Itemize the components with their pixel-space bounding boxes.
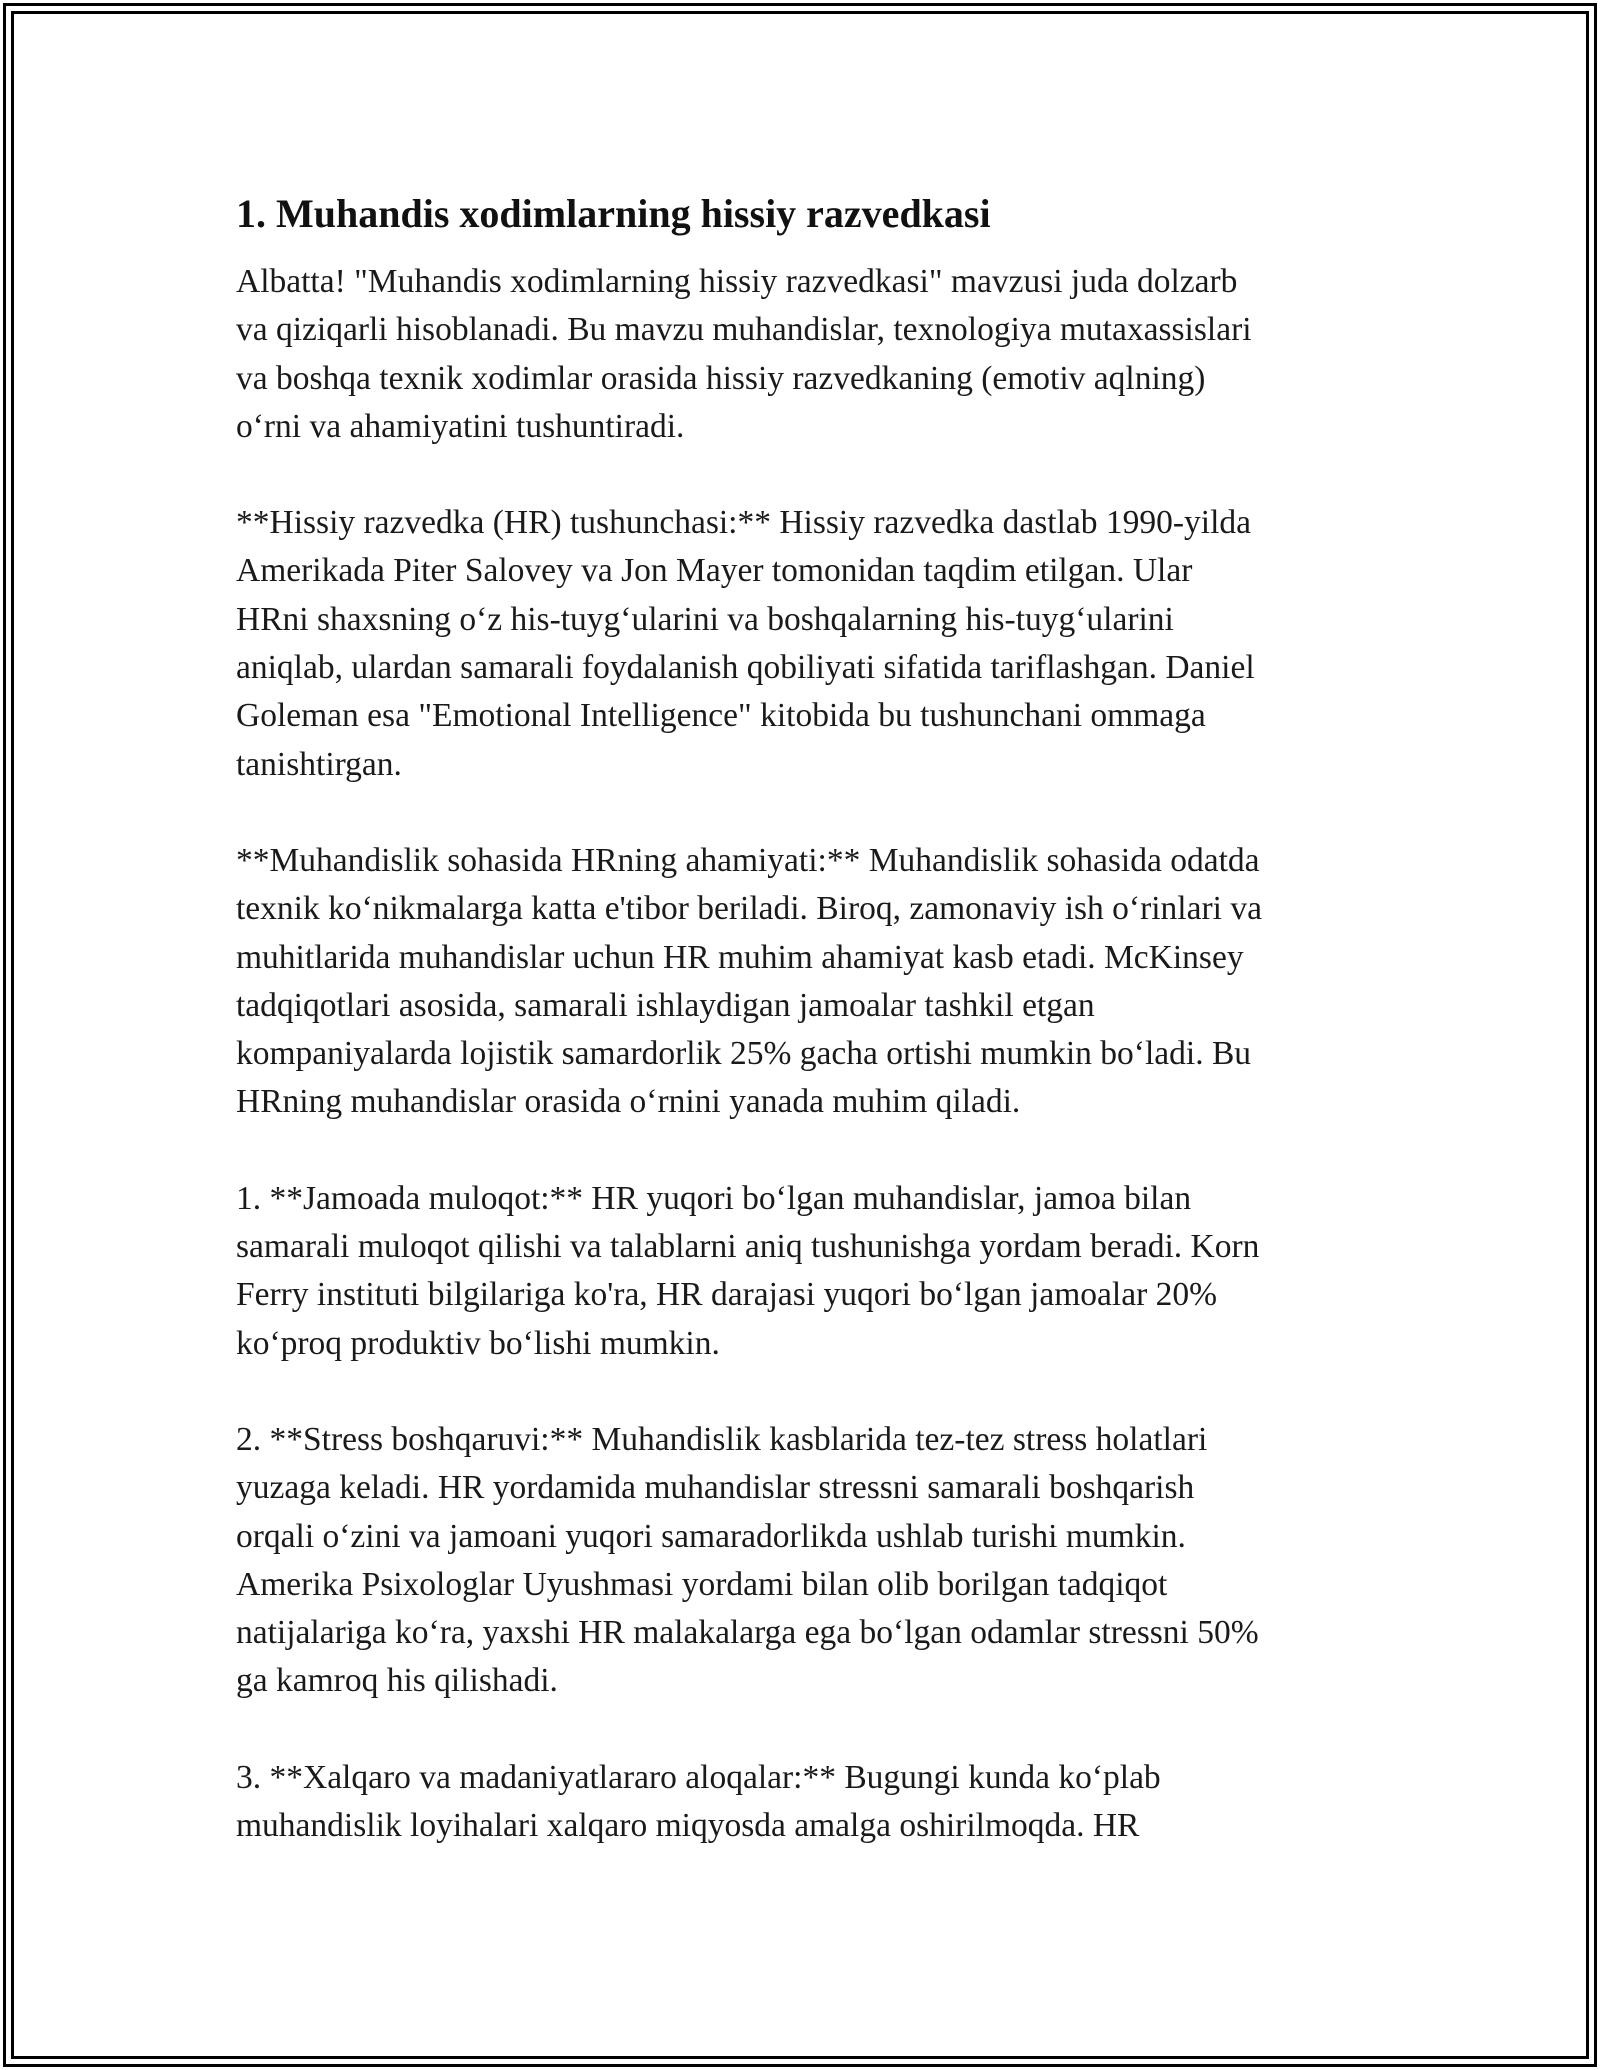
section-title: 1. Muhandis xodimlarning hissiy razvedkasi bbox=[236, 191, 991, 236]
paragraph-hr-importance: **Muhandislik sohasida HRning ahamiyati:** Muhandislik sohasida odatda texnik ko‘nikmalarga katta e'tibor beriladi. Biroq, zamonaviy ish o‘rinlari va muhitlarida muhandislar uchun HR muhim ahamiyat kasb etadi. McKinsey tadqiqotlari asosida, samarali ishlaydigan jamoalar tashkil etgan kompaniyalarda lojistik samardorlik 25% gacha ortishi mumkin bo‘ladi. Bu HRning muhandislar orasida o‘rnini yanada muhim qiladi. bbox=[236, 841, 1262, 1121]
paragraph-international-relations: 3. **Xalqaro va madaniyatlararo aloqalar:** Bugungi kunda ko‘plab muhandislik loyihalari xalqaro miqyosda amalga oshirilmoqda. HR bbox=[236, 1758, 1161, 1845]
paragraph-hr-concept: **Hissiy razvedka (HR) tushunchasi:** Hissiy razvedka dastlab 1990-yilda Amerikada Piter Salovey va Jon Mayer tomonidan taqdim etilgan. Ular HRni shaxsning o‘z his-tuyg‘ularini va boshqalarning his-tuyg‘ularini aniqlab, ulardan samarali foydalanish qobiliyati sifatida tariflashgan. Daniel Goleman esa "Emotional Intelligence" kitobida bu tushunchani ommaga tanishtirgan. bbox=[236, 504, 1255, 783]
document-body bbox=[236, 186, 1366, 1850]
paragraph-intro: Albatta! "Muhandis xodimlarning hissiy razvedkasi" mavzusi juda dolzarb va qiziqarli hisoblanadi. Bu mavzu muhandislar, texnologiya mutaxassislari va boshqa texnik xodimlar orasida hissiy razvedkaning (emotiv aqlning) o‘rni va ahamiyatini tushuntiradi. bbox=[236, 263, 1252, 445]
paragraph-stress-management: 2. **Stress boshqaruvi:** Muhandislik kasblarida tez-tez stress holatlari yuzaga keladi. HR yordamida muhandislar stressni samarali boshqarish orqali o‘zini va jamoani yuqori samaradorlikda ushlab turishi mumkin. Amerika Psixologlar Uyushmasi yordami bilan olib borilgan tadqiqot natijalariga ko‘ra, yaxshi HR malakalarga ega bo‘lgan odamlar stressni 50% ga kamroq his qilishadi. bbox=[236, 1420, 1259, 1700]
paragraph-team-communication: 1. **Jamoada muloqot:** HR yuqori bo‘lgan muhandislar, jamoa bilan samarali muloqot qilishi va talablarni aniq tushunishga yordam beradi. Korn Ferry instituti bilgilariga ko'ra, HR darajasi yuqori bo‘lgan jamoalar 20% ko‘proq produktiv bo‘lishi mumkin. bbox=[236, 1179, 1260, 1362]
